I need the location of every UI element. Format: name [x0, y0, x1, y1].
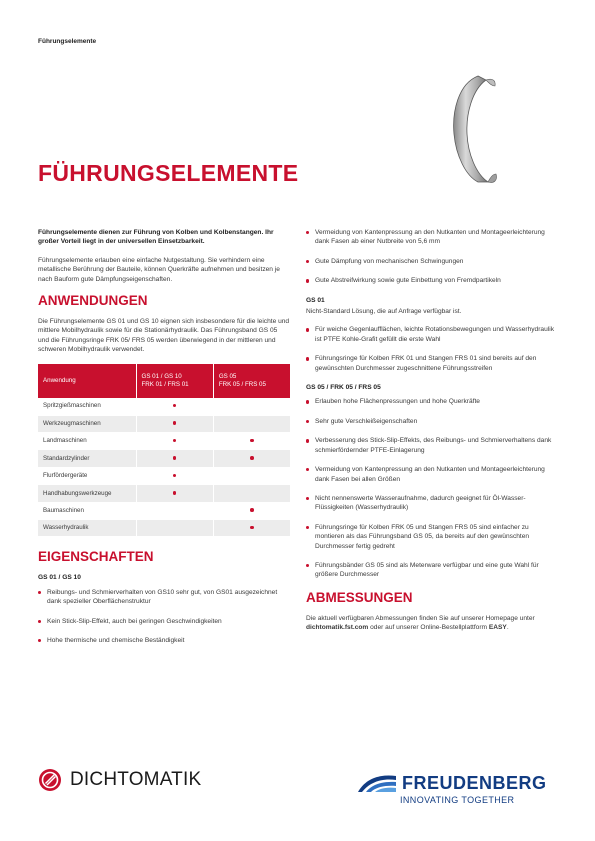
list-item-text: Für weiche Gegenlaufflächen, leichte Rotationsbewegungen und Wasserhydraulik ist PTFE Kohle-Grafit gefüllt die erste Wahl: [315, 326, 554, 343]
list-item: [306, 494, 558, 513]
table-cell-mark: [213, 432, 290, 449]
suitable-dot-icon: [250, 456, 254, 460]
anwendungen-heading: ANWENDUNGEN: [38, 293, 148, 309]
bullet-dot-icon: [306, 328, 309, 331]
bullet-dot-icon: [306, 468, 309, 471]
list-item: [306, 276, 558, 285]
bullet-dot-icon: [306, 497, 309, 500]
abm-text-1: Die aktuell verfügbaren Abmessungen finden Sie auf unserer Homepage unter: [306, 614, 535, 622]
table-cell-mark: [136, 415, 213, 432]
list-item: [306, 257, 558, 266]
table-row: [38, 398, 290, 415]
freudenberg-wordmark: FREUDENBERG: [402, 772, 547, 793]
list-item-text: Hohe thermische und chemische Beständigkeit: [47, 636, 185, 644]
guide-ring-image: [448, 72, 504, 186]
table-row: [38, 450, 290, 467]
list-item: [38, 588, 290, 607]
table-cell-mark: [136, 467, 213, 484]
list-item-text: Sehr gute Verschleißeigenschaften: [315, 417, 418, 425]
table-cell-mark: [213, 485, 290, 502]
gs01-text: Nicht-Standard Lösung, die auf Anfrage verfügbar ist.: [306, 308, 462, 316]
suitable-dot-icon: [173, 456, 177, 460]
bullet-dot-icon: [306, 357, 309, 360]
table-cell-application: Wasserhydraulik: [38, 519, 136, 536]
list-item: [38, 636, 290, 645]
table-cell-mark: [213, 467, 290, 484]
table-row: [38, 432, 290, 449]
abm-text-2: oder auf unserer Online-Bestellplattform: [368, 624, 489, 632]
list-item: [306, 465, 558, 484]
easy-platform-link[interactable]: EASY: [488, 624, 507, 632]
bullet-dot-icon: [38, 591, 41, 594]
suitable-dot-icon: [250, 526, 254, 530]
bullet-dot-icon: [306, 439, 309, 442]
gs05-bullets: [306, 397, 558, 579]
left-column: [38, 228, 290, 655]
website-link[interactable]: dichtomatik.fst.com: [306, 624, 369, 632]
list-item: [306, 436, 558, 455]
page-title: FÜHRUNGSELEMENTE: [38, 160, 299, 186]
table-cell-application: Flurfördergeräte: [38, 467, 136, 484]
right-column: [306, 228, 558, 642]
bullet-dot-icon: [306, 526, 309, 529]
suitable-dot-icon: [250, 439, 254, 443]
table-cell-application: Spritzgießmaschinen: [38, 398, 136, 415]
dichtomatik-logo: [38, 768, 201, 792]
freudenberg-wave-icon: [356, 772, 398, 794]
general-bullets: [306, 228, 558, 286]
table-cell-mark: [213, 398, 290, 415]
bullet-dot-icon: [306, 231, 309, 234]
list-item: [306, 228, 558, 247]
table-cell-mark: [136, 485, 213, 502]
table-cell-mark: [213, 450, 290, 467]
bullet-dot-icon: [38, 639, 41, 642]
list-item-text: Vermeidung von Kantenpressung an den Nutkanten und Montageerleichterung dank Fasen ab einer Nutbreite von 5,6 mm: [315, 229, 545, 246]
bullet-dot-icon: [306, 420, 309, 423]
table-cell-mark: [136, 432, 213, 449]
bullet-dot-icon: [38, 620, 41, 623]
suitable-dot-icon: [173, 404, 177, 408]
table-header-application: Anwendung: [38, 364, 136, 398]
bullet-dot-icon: [306, 279, 309, 282]
abm-text-3: .: [506, 624, 509, 632]
list-item-text: Gute Abstreifwirkung sowie gute Einbettung von Fremdpartikeln: [315, 277, 501, 285]
abmessungen-heading: ABMESSUNGEN: [306, 589, 413, 605]
table-cell-application: Baumaschinen: [38, 502, 136, 519]
table-cell-mark: [213, 519, 290, 536]
dichtomatik-emblem-icon: [38, 768, 62, 792]
list-item: [306, 523, 558, 551]
gs05-heading: GS 05 / FRK 05 / FRS 05: [306, 384, 381, 392]
table-cell-application: Werkzeugmaschinen: [38, 415, 136, 432]
bullet-dot-icon: [306, 400, 309, 403]
table-row: [38, 519, 290, 536]
bullet-dot-icon: [306, 564, 309, 567]
table-header-gs05: GS 05 FRK 05 / FRS 05: [213, 364, 290, 398]
list-item-text: Führungsbänder GS 05 sind als Meterware verfügbar und eine gute Wahl für größere Durchmesser: [315, 561, 539, 579]
freudenberg-tagline: INNOVATING TOGETHER: [400, 795, 515, 805]
table-row: [38, 502, 290, 519]
list-item-text: Vermeidung von Kantenpressung an den Nutkanten und Montageerleichterung dank Fasen bei allen Größen: [315, 466, 545, 483]
gs01-gs10-bullets: [38, 588, 290, 646]
list-item: [306, 417, 558, 426]
suitable-dot-icon: [173, 474, 177, 478]
intro-bold: Führungselemente dienen zur Führung von Kolben und Kolbenstangen. Ihr großer Vorteil liegt in der universellen Einsetzbarkeit.: [38, 229, 274, 246]
suitable-dot-icon: [250, 508, 254, 512]
list-item: [306, 354, 558, 373]
table-cell-mark: [136, 502, 213, 519]
table-cell-application: Standardzylinder: [38, 450, 136, 467]
list-item-text: Verbesserung des Stick-Slip-Effekts, des Reibungs- und Schmierverhaltens dank schmierfördernder PTFE-Einlagerung: [315, 437, 552, 454]
list-item-text: Nicht nennenswerte Wasseraufnahme, dadurch geeignet für Öl-Wasser-Flüssigkeiten (Wasserhydraulik): [315, 494, 526, 512]
running-title: Führungselemente: [38, 38, 97, 45]
table-row: [38, 415, 290, 432]
list-item: [38, 617, 290, 626]
dichtomatik-wordmark: DICHTOMATIK: [70, 769, 202, 790]
list-item-text: Gute Dämpfung von mechanischen Schwingungen: [315, 257, 464, 265]
applications-table: [38, 364, 290, 538]
suitable-dot-icon: [173, 491, 177, 495]
table-row: [38, 485, 290, 502]
suitable-dot-icon: [173, 439, 177, 443]
table-body: [38, 398, 290, 537]
freudenberg-logo: [356, 772, 556, 805]
eigenschaften-heading: EIGENSCHAFTEN: [38, 549, 154, 565]
list-item-text: Führungsringe für Kolben FRK 01 und Stangen FRS 01 sind bereits auf den gewünschten Durchmesser zugeschnittene Führungsstreifen: [315, 355, 537, 372]
gs01-heading: GS 01: [306, 296, 325, 304]
anwendungen-text: Die Führungselemente GS 01 und GS 10 eignen sich insbesondere für die leichte und mittlere Mobilhydraulik sowie für die Stationärhydraulik. Das Führungsband GS 05 und die Führungsringe FRK 05/ FRS 05 werden überwiegend in der mittleren und schweren Mobilhydraulik verwendet.: [38, 318, 290, 354]
list-item-text: Reibungs- und Schmierverhalten von GS10 sehr gut, von GS01 ausgezeichnet dank spezieller Oberflächenstruktur: [47, 588, 278, 606]
intro-text: Führungselemente erlauben eine einfache Nutgestaltung. Sie verhindern eine metallische Berührung der Bauteile, können Querkräfte aufnehmen und besitzen je nach Bauform gute Dämpfungseigenschaften.: [38, 256, 280, 283]
gs01-gs10-heading: GS 01 / GS 10: [38, 574, 81, 582]
list-item: [306, 397, 558, 406]
table-cell-mark: [213, 502, 290, 519]
list-item: [306, 325, 558, 344]
table-row: [38, 467, 290, 484]
list-item-text: Erlauben hohe Flächenpressungen und hohe Querkräfte: [315, 398, 480, 406]
abmessungen-text: [306, 614, 558, 633]
table-cell-mark: [213, 415, 290, 432]
gs01-bullets: [306, 325, 558, 373]
suitable-dot-icon: [173, 421, 177, 425]
list-item-text: Kein Stick-Slip-Effekt, auch bei geringen Geschwindigkeiten: [47, 617, 222, 625]
table-cell-application: Landmaschinen: [38, 432, 136, 449]
table-header-gs01: GS 01 / GS 10 FRK 01 / FRS 01: [136, 364, 213, 398]
table-cell-mark: [136, 450, 213, 467]
bullet-dot-icon: [306, 260, 309, 263]
table-cell-mark: [136, 398, 213, 415]
table-cell-application: Handhabungswerkzeuge: [38, 485, 136, 502]
table-cell-mark: [136, 519, 213, 536]
list-item-text: Führungsringe für Kolben FRK 05 und Stangen FRS 05 sind einfacher zu montieren als das Führungsband GS 05, da bereits auf den gewünschten Durchmesser fertig gedreht: [315, 523, 530, 550]
list-item: [306, 561, 558, 580]
